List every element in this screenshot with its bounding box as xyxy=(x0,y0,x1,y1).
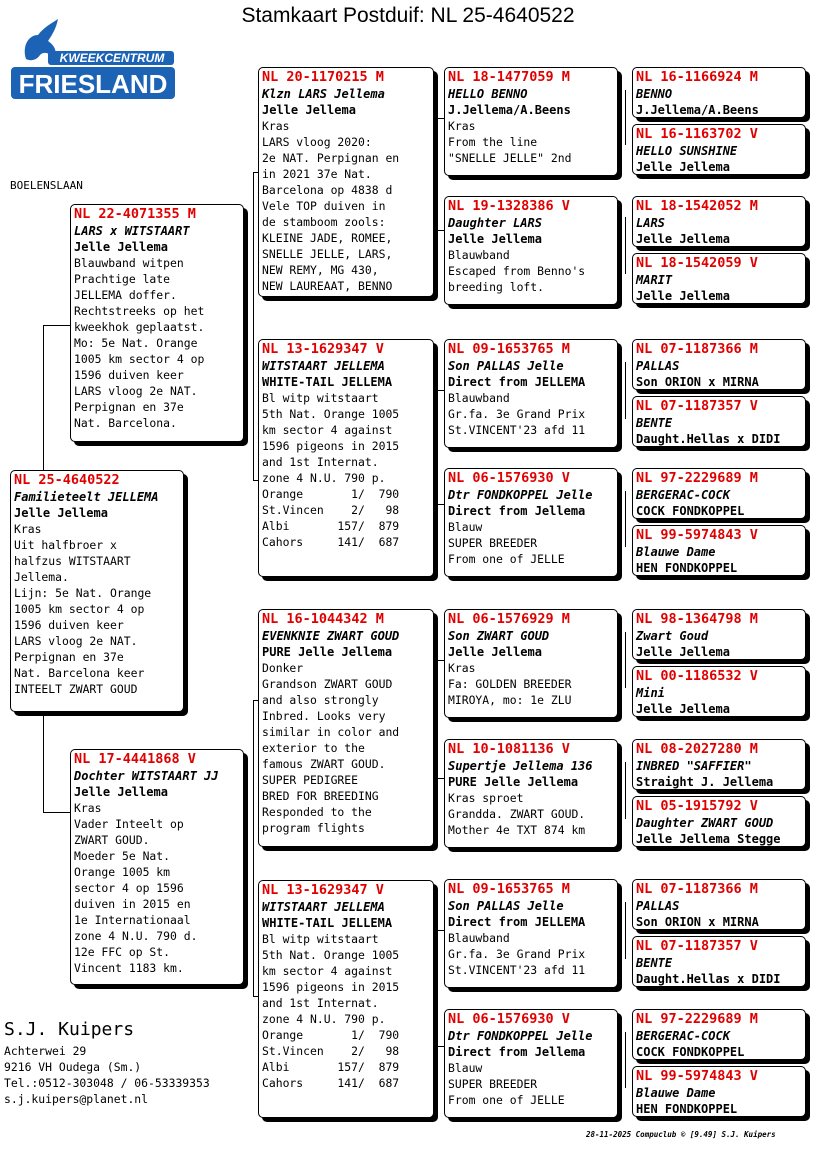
note-line: SNELLE JELLE, LARS, xyxy=(262,247,393,261)
ring-number: NL 06-1576930 V xyxy=(448,470,570,486)
bird-card-ancestor[interactable] xyxy=(632,525,806,576)
ring-number: NL 25-4640522 xyxy=(14,472,120,488)
connector-line xyxy=(436,660,437,778)
breeder: COCK FONDKOPPEL xyxy=(636,504,745,518)
breeder: WHITE-TAIL JELLEMA xyxy=(262,916,393,930)
note-line: LARS vloog 2020: xyxy=(262,135,372,149)
breeder: Straight J. Jellema xyxy=(636,775,774,789)
breeder: HEN FONDKOPPEL xyxy=(636,1102,738,1116)
breeder: Jelle Jellema xyxy=(14,506,108,520)
bird-name: Klzn LARS Jellema xyxy=(262,87,385,101)
note-line: Nat. Barcelona. xyxy=(74,416,177,430)
ring-number: NL 09-1653765 M xyxy=(448,341,570,357)
bird-name: Zwart Goud xyxy=(636,629,709,643)
bird-card-great-grandparent[interactable] xyxy=(444,1009,618,1118)
bird-card-great-grandparent[interactable] xyxy=(444,468,618,577)
note-line: Kras xyxy=(448,119,476,133)
bird-name: WITSTAART JELLEMA xyxy=(262,900,385,914)
footer-credit: 28-11-2025 Compuclub © [9.49] S.J. Kuipers xyxy=(586,1130,776,1139)
bird-card-grandparent[interactable] xyxy=(258,609,434,847)
breeder: Daught.Hellas x DIDI xyxy=(636,972,781,986)
note-line: LARS vloog 2e NAT. xyxy=(14,634,138,648)
phone-line: Tel.:0512-303048 / 06-53339353 xyxy=(4,1076,210,1090)
bird-name: PALLAS xyxy=(636,359,680,373)
note-line: similar in color and xyxy=(262,725,400,739)
breeder: J.Jellema/A.Beens xyxy=(636,103,759,117)
note-line: SUPER PEDIGREE xyxy=(262,773,359,787)
ring-number: NL 19-1328386 V xyxy=(448,198,570,214)
connector-line xyxy=(253,700,254,996)
breeder: Jelle Jellema xyxy=(74,785,168,799)
note-line: Kras sproet xyxy=(448,791,524,805)
ring-number: NL 98-1364798 M xyxy=(636,611,758,627)
note-line: ZWART GOUD. xyxy=(74,833,150,847)
breeder: Jelle Jellema xyxy=(448,645,542,659)
connector-line xyxy=(43,325,71,326)
note-line: Orange 1005 km xyxy=(74,865,171,879)
note-line: NEW REMY, MG 430, xyxy=(262,263,379,277)
note-line: 12e FFC op St. xyxy=(74,945,171,959)
bird-card-great-grandparent[interactable] xyxy=(444,67,618,176)
note-line: Vele TOP duiven in xyxy=(262,199,386,213)
note-line: Moeder 5e Nat. xyxy=(74,849,171,863)
note-line: duiven in 2015 en xyxy=(74,897,191,911)
connector-line xyxy=(43,812,71,813)
ring-number: NL 99-5974843 V xyxy=(636,527,758,543)
note-line: Blauwband xyxy=(448,248,510,262)
ring-number: NL 16-1166924 M xyxy=(636,69,758,85)
bird-card-ancestor[interactable] xyxy=(632,67,806,118)
note-line: 1596 duiven keer xyxy=(74,368,184,382)
ring-number: NL 13-1629347 V xyxy=(262,882,384,898)
note-line: Fa: GOLDEN BREEDER xyxy=(448,677,572,691)
breeder: Son ORION x MIRNA xyxy=(636,915,759,929)
note-line: in 2021 37e Nat. xyxy=(262,167,372,181)
breeder: Direct from JELLEMA xyxy=(448,375,586,389)
breeder: HEN FONDKOPPEL xyxy=(636,561,738,575)
note-line: "SNELLE JELLE" 2nd xyxy=(448,151,572,165)
bird-name: Dochter WITSTAART JJ xyxy=(74,769,219,783)
bird-name: Son PALLAS Jelle xyxy=(448,359,564,373)
ring-number: NL 20-1170215 M xyxy=(262,69,384,85)
bird-card-ancestor[interactable] xyxy=(632,739,806,790)
note-line: Bl witp witstaart xyxy=(262,391,379,405)
note-line: Nat. Barcelona keer xyxy=(14,666,145,680)
note-line: St.VINCENT'23 afd 11 xyxy=(448,423,586,437)
bird-name: Blauwe Dame xyxy=(636,1086,716,1100)
breeder: Direct from Jellema xyxy=(448,504,586,518)
bird-card-ancestor[interactable] xyxy=(632,253,806,304)
note-line: zone 4 N.U. 790 p. xyxy=(262,1012,386,1026)
note-line: Jellema. xyxy=(14,570,69,584)
bird-card-great-grandparent[interactable] xyxy=(444,879,618,988)
bird-card-ancestor[interactable] xyxy=(632,796,806,847)
note-line: Responded to the xyxy=(262,805,372,819)
bird-card-great-grandparent[interactable] xyxy=(444,339,618,448)
note-line: Perpignan en 37e xyxy=(14,650,124,664)
bird-name: Supertje Jellema 136 xyxy=(448,759,593,773)
address-line: Achterwei 29 xyxy=(4,1044,87,1058)
connector-line xyxy=(625,632,626,688)
note-line: From one of JELLE xyxy=(448,552,565,566)
note-line: breeding loft. xyxy=(448,280,545,294)
ring-number: NL 22-4071355 M xyxy=(74,206,196,222)
breeder: Direct from Jellema xyxy=(448,1045,586,1059)
connector-line xyxy=(625,902,626,959)
bird-name: HELLO SUNSHINE xyxy=(636,144,738,158)
note-line: Cahors 141/ 687 xyxy=(262,535,400,549)
ring-number: NL 07-1187357 V xyxy=(636,398,758,414)
bird-card-father[interactable] xyxy=(70,204,244,442)
ring-number: NL 00-1186532 V xyxy=(636,668,758,684)
note-line: Kras xyxy=(262,119,290,133)
connector-line xyxy=(436,390,437,504)
bird-name: EVENKNIE ZWART GOUD xyxy=(262,629,400,643)
breeder: Direct from JELLEMA xyxy=(448,915,586,929)
bird-name: HELLO BENNO xyxy=(448,87,528,101)
connector-line xyxy=(43,325,44,471)
breeder: Son ORION x MIRNA xyxy=(636,375,759,389)
note-line: 5th Nat. Orange 1005 xyxy=(262,407,400,421)
note-line: and 1st Internat. xyxy=(262,996,379,1010)
bird-card-great-grandparent[interactable] xyxy=(444,609,618,718)
note-line: Kras xyxy=(74,801,102,815)
note-line: St.Vincen 2/ 98 xyxy=(262,1044,400,1058)
note-line: 5th Nat. Orange 1005 xyxy=(262,948,400,962)
bird-name: BENTE xyxy=(636,416,673,430)
svg-text:FRIESLAND: FRIESLAND xyxy=(18,69,168,99)
note-line: Gr.fa. 3e Grand Prix xyxy=(448,947,586,961)
note-line: Vincent 1183 km. xyxy=(74,961,184,975)
note-line: 1005 km sector 4 op xyxy=(14,602,145,616)
ring-number: NL 13-1629347 V xyxy=(262,341,384,357)
bird-card-ancestor[interactable] xyxy=(632,666,806,717)
note-line: and 1st Internat. xyxy=(262,455,379,469)
bird-name: Familieteelt JELLEMA xyxy=(14,490,159,504)
connector-line xyxy=(253,172,254,480)
ring-number: NL 09-1653765 M xyxy=(448,881,570,897)
note-line: Bl witp witstaart xyxy=(262,932,379,946)
note-line: JELLEMA doffer. xyxy=(74,288,177,302)
note-line: sector 4 op 1596 xyxy=(74,881,184,895)
note-line: halfzus WITSTAART xyxy=(14,554,131,568)
note-line: INTEELT ZWART GOUD xyxy=(14,682,138,696)
ring-number: NL 18-1542059 V xyxy=(636,255,758,271)
connector-line xyxy=(625,1032,626,1088)
address-line: 9216 VH Oudega (Sm.) xyxy=(4,1060,142,1074)
ring-number: NL 99-5974843 V xyxy=(636,1068,758,1084)
note-line: famous ZWART GOUD. xyxy=(262,757,386,771)
note-line: 2e NAT. Perpignan en xyxy=(262,151,400,165)
ring-number: NL 06-1576930 V xyxy=(448,1011,570,1027)
breeder: Jelle Jellema Stegge xyxy=(636,832,781,846)
note-line: Inbred. Looks very xyxy=(262,709,386,723)
note-line: Donker xyxy=(262,661,304,675)
bird-card-grandparent[interactable] xyxy=(258,67,434,297)
bird-card-ancestor[interactable] xyxy=(632,879,806,930)
note-line: Escaped from Benno's xyxy=(448,264,586,278)
bird-name: LARS x WITSTAART xyxy=(74,224,190,238)
bird-card-great-grandparent[interactable] xyxy=(444,739,618,848)
breeder: J.Jellema/A.Beens xyxy=(448,103,571,117)
bird-name: INBRED "SAFFIER" xyxy=(636,759,752,773)
note-line: Mother 4e TXT 874 km xyxy=(448,823,586,837)
bird-card-great-grandparent[interactable] xyxy=(444,196,618,305)
ring-number: NL 05-1915792 V xyxy=(636,798,758,814)
bird-name: BERGERAC-COCK xyxy=(636,488,730,502)
connector-line xyxy=(625,217,626,274)
note-line: Uit halfbroer x xyxy=(14,538,117,552)
bird-card-grandparent[interactable] xyxy=(258,880,434,1118)
breeder: Jelle Jellema xyxy=(636,160,730,174)
loft-label: BOELENSLAAN xyxy=(10,179,83,192)
note-line: Gr.fa. 3e Grand Prix xyxy=(448,407,586,421)
ring-number: NL 18-1542052 M xyxy=(636,198,758,214)
note-line: BRED FOR BREEDING xyxy=(262,789,379,803)
ring-number: NL 08-2027280 M xyxy=(636,741,758,757)
note-line: km sector 4 against xyxy=(262,423,393,437)
ring-number: NL 97-2229689 M xyxy=(636,470,758,486)
note-line: NEW LAUREAAT, BENNO xyxy=(262,279,393,293)
note-line: St.Vincen 2/ 98 xyxy=(262,503,400,517)
email-line: s.j.kuipers@planet.nl xyxy=(4,1092,149,1106)
bird-name: Blauwe Dame xyxy=(636,545,716,559)
bird-name: BENTE xyxy=(636,956,673,970)
bird-name: Son PALLAS Jelle xyxy=(448,899,564,913)
connector-line xyxy=(436,930,437,1046)
note-line: Prachtige late xyxy=(74,272,171,286)
bird-name: Daughter ZWART GOUD xyxy=(636,816,774,830)
note-line: MIROYA, mo: 1e ZLU xyxy=(448,693,572,707)
bird-card-ancestor[interactable] xyxy=(632,339,806,390)
connector-line xyxy=(625,762,626,819)
note-line: From the line xyxy=(448,135,538,149)
connector-line xyxy=(625,90,626,145)
breeder: Jelle Jellema xyxy=(74,240,168,254)
owner-name: S.J. Kuipers xyxy=(4,1019,135,1040)
bird-name: PALLAS xyxy=(636,899,680,913)
bird-card-ancestor[interactable] xyxy=(632,124,806,175)
bird-card-subject[interactable] xyxy=(10,470,184,712)
note-line: Blauwband witpen xyxy=(74,256,184,270)
note-line: SUPER BREEDER xyxy=(448,536,538,550)
note-line: Mo: 5e Nat. Orange xyxy=(74,336,198,350)
bird-card-ancestor[interactable] xyxy=(632,468,806,519)
breeder: Daught.Hellas x DIDI xyxy=(636,432,781,446)
bird-card-ancestor[interactable] xyxy=(632,1066,806,1117)
page-title: Stamkaart Postduif: NL 25-4640522 xyxy=(241,4,575,27)
bird-card-ancestor[interactable] xyxy=(632,609,806,660)
breeder: COCK FONDKOPPEL xyxy=(636,1045,745,1059)
note-line: 1e Internationaal xyxy=(74,913,191,927)
note-line: Orange 1/ 790 xyxy=(262,1028,400,1042)
kweekcentrum-friesland-logo xyxy=(10,17,176,101)
ring-number: NL 07-1187357 V xyxy=(636,938,758,954)
note-line: 1005 km sector 4 op xyxy=(74,352,205,366)
note-line: Albi 157/ 879 xyxy=(262,519,400,533)
note-line: St.VINCENT'23 afd 11 xyxy=(448,963,586,977)
note-line: Blauwband xyxy=(448,931,510,945)
connector-line xyxy=(436,118,437,230)
breeder: Jelle Jellema xyxy=(448,232,542,246)
note-line: From one of JELLE xyxy=(448,1093,565,1107)
bird-name: Dtr FONDKOPPEL Jelle xyxy=(448,488,593,502)
note-line: Perpignan en 37e xyxy=(74,400,184,414)
note-line: program flights xyxy=(262,821,365,835)
bird-name: Dtr FONDKOPPEL Jelle xyxy=(448,1029,593,1043)
note-line: SUPER BREEDER xyxy=(448,1077,538,1091)
bird-card-ancestor[interactable] xyxy=(632,396,806,447)
bird-card-grandparent[interactable] xyxy=(258,339,434,577)
breeder: WHITE-TAIL JELLEMA xyxy=(262,375,393,389)
bird-card-mother[interactable] xyxy=(70,749,244,985)
bird-card-ancestor[interactable] xyxy=(632,1009,806,1060)
ring-number: NL 07-1187366 M xyxy=(636,341,758,357)
breeder: Jelle Jellema xyxy=(636,645,730,659)
breeder: Jelle Jellema xyxy=(636,702,730,716)
bird-name: MARIT xyxy=(636,273,673,287)
note-line: 1596 pigeons in 2015 xyxy=(262,439,400,453)
connector-line xyxy=(625,491,626,547)
note-line: Rechtstreeks op het xyxy=(74,304,205,318)
ring-number: NL 18-1477059 M xyxy=(448,69,570,85)
bird-name: WITSTAART JELLEMA xyxy=(262,359,385,373)
svg-text:KWEEKCENTRUM: KWEEKCENTRUM xyxy=(59,51,165,65)
note-line: LARS vloog 2e NAT. xyxy=(74,384,198,398)
note-line: Grandda. ZWART GOUD. xyxy=(448,807,586,821)
note-line: 1596 pigeons in 2015 xyxy=(262,980,400,994)
breeder: Jelle Jellema xyxy=(262,103,356,117)
ring-number: NL 06-1576929 M xyxy=(448,611,570,627)
bird-name: Son ZWART GOUD xyxy=(448,629,550,643)
note-line: Grandson ZWART GOUD xyxy=(262,677,393,691)
owner-address-block xyxy=(4,1019,210,1107)
connector-line xyxy=(43,712,44,812)
note-line: Kras xyxy=(14,522,42,536)
ring-number: NL 10-1081136 V xyxy=(448,741,570,757)
ring-number: NL 97-2229689 M xyxy=(636,1011,758,1027)
note-line: Blauwband xyxy=(448,391,510,405)
ring-number: NL 17-4441868 V xyxy=(74,751,196,767)
ring-number: NL 07-1187366 M xyxy=(636,881,758,897)
note-line: zone 4 N.U. 790 p. xyxy=(262,471,386,485)
note-line: KLEINE JADE, ROMEE, xyxy=(262,231,393,245)
bird-name: BERGERAC-COCK xyxy=(636,1029,730,1043)
bird-card-ancestor[interactable] xyxy=(632,936,806,987)
breeder: Jelle Jellema xyxy=(636,289,730,303)
note-line: km sector 4 against xyxy=(262,964,393,978)
note-line: 1596 duiven keer xyxy=(14,618,124,632)
bird-name: BENNO xyxy=(636,87,673,101)
note-line: Lijn: 5e Nat. Orange xyxy=(14,586,152,600)
note-line: Albi 157/ 879 xyxy=(262,1060,400,1074)
note-line: Vader Inteelt op xyxy=(74,817,184,831)
breeder: PURE Jelle Jellema xyxy=(448,775,579,789)
bird-name: Daughter LARS xyxy=(448,216,542,230)
note-line: Blauw xyxy=(448,520,483,534)
note-line: exterior to the xyxy=(262,741,365,755)
note-line: and also strongly xyxy=(262,693,379,707)
note-line: Barcelona op 4838 d xyxy=(262,183,393,197)
note-line: de stamboom zools: xyxy=(262,215,386,229)
ring-number: NL 16-1163702 V xyxy=(636,126,758,142)
bird-card-ancestor[interactable] xyxy=(632,196,806,247)
note-line: Cahors 141/ 687 xyxy=(262,1076,400,1090)
note-line: zone 4 N.U. 790 d. xyxy=(74,929,198,943)
note-line: Kras xyxy=(448,661,476,675)
connector-line xyxy=(625,362,626,419)
ring-number: NL 16-1044342 M xyxy=(262,611,384,627)
bird-name: LARS xyxy=(636,216,665,230)
note-line: Blauw xyxy=(448,1061,483,1075)
bird-name: Mini xyxy=(636,686,665,700)
note-line: kweekhok geplaatst. xyxy=(74,320,205,334)
breeder: PURE Jelle Jellema xyxy=(262,645,393,659)
breeder: Jelle Jellema xyxy=(636,232,730,246)
note-line: Orange 1/ 790 xyxy=(262,487,400,501)
